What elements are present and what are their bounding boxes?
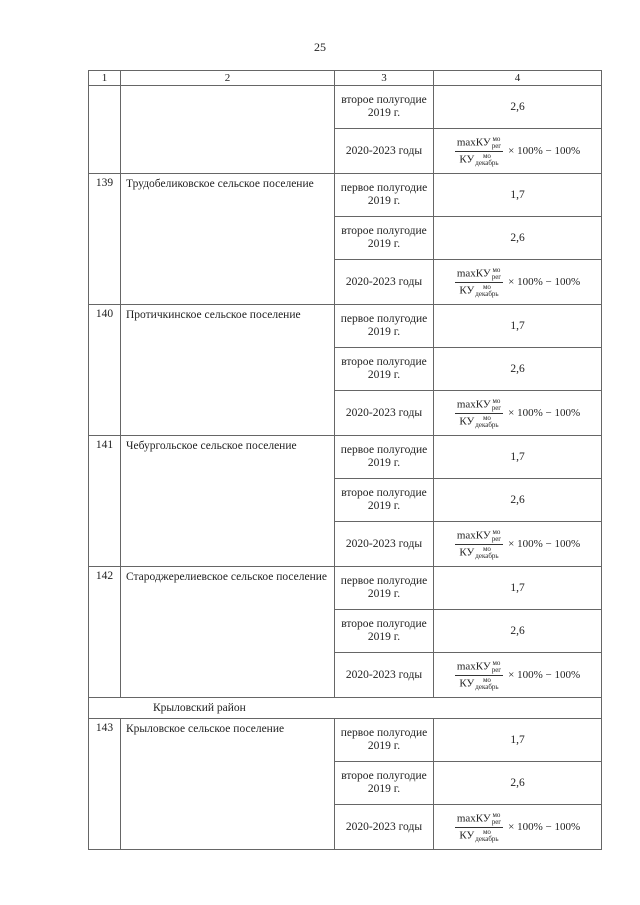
formula-numerator: maxКУ мо рег: [456, 658, 502, 674]
formula-fraction: [455, 660, 503, 691]
formula-denominator: КУ мо декабрь: [459, 827, 499, 843]
row-number: 142: [89, 567, 121, 698]
district-name: Крыловский район: [89, 698, 602, 719]
page-number: 25: [314, 40, 326, 54]
period-cell: первое полугодие 2019 г.: [335, 567, 434, 610]
settlement-name: Чебургольское сельское поселение: [121, 436, 335, 567]
period-cell: 2020-2023 годы: [335, 260, 434, 305]
value-cell: 2,6: [434, 762, 602, 805]
value-cell: 1,7: [434, 305, 602, 348]
formula-cell: [434, 391, 602, 436]
formula-cell: [434, 129, 602, 174]
value-cell: 1,7: [434, 436, 602, 479]
period-cell: второе полугодие 2019 г.: [335, 86, 434, 129]
header-col-1: 1: [89, 71, 121, 86]
value-cell: 2,6: [434, 348, 602, 391]
tariff-table: [88, 70, 602, 850]
period-cell: первое полугодие 2019 г.: [335, 436, 434, 479]
formula-fraction: [455, 136, 503, 167]
formula-denominator: КУ мо декабрь: [459, 151, 499, 167]
value-cell: 2,6: [434, 86, 602, 129]
period-cell: первое полугодие 2019 г.: [335, 719, 434, 762]
table-row: [89, 436, 602, 479]
settlement-name: Крыловское сельское поселение: [121, 719, 335, 850]
value-cell: 2,6: [434, 479, 602, 522]
table-row: [89, 305, 602, 348]
formula-fraction: [455, 812, 503, 843]
settlement-name: Староджерелиевское сельское поселение: [121, 567, 335, 698]
period-cell: второе полугодие 2019 г.: [335, 217, 434, 260]
formula-cell: [434, 260, 602, 305]
header-col-2: 2: [121, 71, 335, 86]
header-row: [89, 71, 602, 86]
formula-denominator: КУ мо декабрь: [459, 675, 499, 691]
period-cell: второе полугодие 2019 г.: [335, 610, 434, 653]
table-row: [89, 86, 602, 129]
formula-numerator: maxКУ мо рег: [456, 527, 502, 543]
district-row: [89, 698, 602, 719]
period-cell: 2020-2023 годы: [335, 129, 434, 174]
formula-fraction: [455, 267, 503, 298]
table-row: [89, 567, 602, 610]
growth-formula: [455, 136, 580, 167]
value-cell: 1,7: [434, 719, 602, 762]
growth-formula: [455, 529, 580, 560]
value-cell: 2,6: [434, 217, 602, 260]
settlement-name: Трудобеликовское сельское поселение: [121, 174, 335, 305]
period-cell: первое полугодие 2019 г.: [335, 174, 434, 217]
formula-tail: × 100% − 100%: [508, 669, 581, 681]
row-number: 143: [89, 719, 121, 850]
value-cell: 1,7: [434, 567, 602, 610]
formula-numerator: maxКУ мо рег: [456, 265, 502, 281]
formula-numerator: maxКУ мо рег: [456, 134, 502, 150]
period-cell: первое полугодие 2019 г.: [335, 305, 434, 348]
table-row: [89, 174, 602, 217]
period-cell: второе полугодие 2019 г.: [335, 762, 434, 805]
growth-formula: [455, 812, 580, 843]
growth-formula: [455, 398, 580, 429]
growth-formula: [455, 660, 580, 691]
growth-formula: [455, 267, 580, 298]
formula-tail: × 100% − 100%: [508, 145, 581, 157]
formula-denominator: КУ мо декабрь: [459, 282, 499, 298]
formula-cell: [434, 522, 602, 567]
row-number: 140: [89, 305, 121, 436]
period-cell: 2020-2023 годы: [335, 391, 434, 436]
formula-cell: [434, 805, 602, 850]
settlement-name: Протичкинское сельское поселение: [121, 305, 335, 436]
period-cell: 2020-2023 годы: [335, 805, 434, 850]
value-cell: 2,6: [434, 610, 602, 653]
header-col-3: 3: [335, 71, 434, 86]
formula-denominator: КУ мо декабрь: [459, 413, 499, 429]
formula-tail: × 100% − 100%: [508, 276, 581, 288]
row-number-cell: [89, 86, 121, 174]
formula-numerator: maxКУ мо рег: [456, 810, 502, 826]
formula-cell: [434, 653, 602, 698]
value-cell: 1,7: [434, 174, 602, 217]
formula-tail: × 100% − 100%: [508, 821, 581, 833]
formula-numerator: maxКУ мо рег: [456, 396, 502, 412]
row-name-cell: [121, 86, 335, 174]
table-row: [89, 719, 602, 762]
period-cell: второе полугодие 2019 г.: [335, 348, 434, 391]
formula-denominator: КУ мо декабрь: [459, 544, 499, 560]
formula-tail: × 100% − 100%: [508, 407, 581, 419]
header-col-4: 4: [434, 71, 602, 86]
row-number: 139: [89, 174, 121, 305]
period-cell: 2020-2023 годы: [335, 653, 434, 698]
period-cell: 2020-2023 годы: [335, 522, 434, 567]
row-number: 141: [89, 436, 121, 567]
formula-tail: × 100% − 100%: [508, 538, 581, 550]
period-cell: второе полугодие 2019 г.: [335, 479, 434, 522]
formula-fraction: [455, 398, 503, 429]
formula-fraction: [455, 529, 503, 560]
